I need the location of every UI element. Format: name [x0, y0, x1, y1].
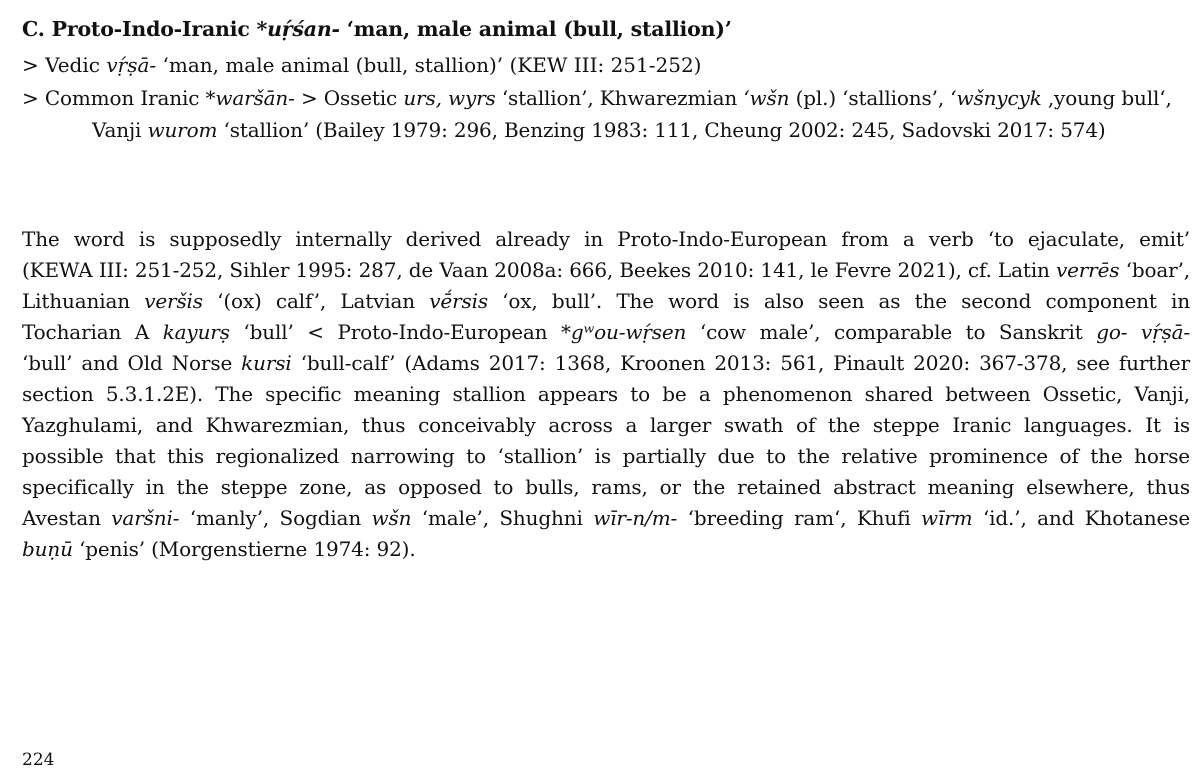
- sanskrit-form: go- vṛ́ṣā-: [1096, 320, 1190, 344]
- vedic-line: [22, 48, 1190, 82]
- discussion-paragraph: [22, 224, 1190, 565]
- paragraph-line: [22, 472, 1190, 503]
- vedic-word: vṛ́ṣā-: [106, 53, 157, 77]
- paragraph-text: The word is supposedly internally derived already in Proto-Indo-European from a verb ‘to ejaculate, emit’: [22, 227, 1190, 251]
- latin-form: verrēs: [1055, 258, 1120, 282]
- vedic-rest: ‘man, male animal (bull, stallion)’ (KEW III: 251-252): [156, 53, 702, 77]
- paragraph-text: specifically in the steppe zone, as opposed to bulls, rams, or the retained abstract meaning elsewhere, thus: [22, 475, 1190, 499]
- latvian-form: vḗrsis: [429, 289, 488, 313]
- pie-form: *gʷou-wṛ́sen: [561, 320, 687, 344]
- paragraph-line: [22, 379, 1190, 410]
- paragraph-text: ‘penis’ (Morgenstierne 1974: 92).: [72, 537, 416, 561]
- lithuanian-form: veršis: [144, 289, 203, 313]
- paragraph-text: ‘cow male’, comparable to Sanskrit: [686, 320, 1097, 344]
- heading-lemma: *uṛ́śan-: [256, 17, 340, 41]
- iranic-text: > Common Iranic: [22, 86, 206, 110]
- paragraph-line: [22, 348, 1190, 379]
- iranic-text: ,young bull‘, Vanji: [92, 86, 1172, 142]
- paragraph-text: ‘ox, bull’. The word is also seen as the second component in: [487, 289, 1190, 313]
- khwarezmian-form-2: ‘wšnycyk: [950, 86, 1042, 110]
- iranic-entry: [22, 82, 1190, 146]
- paragraph-text: (KEWA III: 251-252, Sihler 1995: 287, de Vaan 2008a: 666, Beekes 2010: 141, le Fevre 2021), cf. Latin: [22, 258, 1056, 282]
- paragraph-text: ‘bull’ and Old Norse: [22, 351, 242, 375]
- iranic-text: > Ossetic: [294, 86, 404, 110]
- khotanese-form: buṇū: [22, 537, 73, 561]
- paragraph-line: [22, 317, 1190, 348]
- paragraph-text: Lithuanian: [22, 289, 145, 313]
- paragraph-text: ‘boar’,: [1119, 258, 1190, 282]
- paragraph-line: [22, 534, 1190, 565]
- shughni-form: wīr-n/m-: [593, 506, 678, 530]
- khwarezmian-form: ‘wšn: [743, 86, 790, 110]
- paragraph-line: [22, 410, 1190, 441]
- paragraph-text: ‘manly’, Sogdian: [179, 506, 372, 530]
- old-norse-form: kursi: [241, 351, 292, 375]
- paragraph-line: [22, 255, 1190, 286]
- iranic-text: ‘stallion’, Khwarezmian: [495, 86, 744, 110]
- heading-gloss: ‘man, male animal (bull, stallion)’: [339, 17, 732, 41]
- paragraph-text: Yazghulami, and Khwarezmian, thus conceivably across a larger swath of the steppe Iranic languages. It is: [22, 413, 1190, 437]
- paragraph-text: Tocharian A: [22, 320, 163, 344]
- iranic-text: (pl.) ‘stallions’,: [789, 86, 951, 110]
- paragraph-line: [22, 224, 1190, 255]
- iranic-references: ‘stallion’ (Bailey 1979: 296, Benzing 1983: 111, Cheung 2002: 245, Sadovski 2017: 574): [217, 118, 1106, 142]
- paragraph-line: [22, 441, 1190, 472]
- paragraph-text: section 5.3.1.2E). The specific meaning stallion appears to be a phenomenon shared between Ossetic, Vanji,: [22, 382, 1190, 406]
- paragraph-text: ‘male’, Shughni: [411, 506, 594, 530]
- paragraph-line: [22, 503, 1190, 534]
- paragraph-text: ‘(ox) calf’, Latvian: [202, 289, 430, 313]
- paragraph-text: ‘breeding ram‘, Khufi: [677, 506, 922, 530]
- paragraph-text: ‘bull-calf’ (Adams 2017: 1368, Kroonen 2013: 561, Pinault 2020: 367-378, see further: [291, 351, 1190, 375]
- khufi-form: wīrm: [921, 506, 973, 530]
- vanji-form: wurom: [147, 118, 218, 142]
- avestan-form: varšni-: [111, 506, 180, 530]
- paragraph-text: ‘bull’ < Proto-Indo-European: [229, 320, 561, 344]
- paragraph-line: [22, 286, 1190, 317]
- ossetic-form: urs, wyrs: [403, 86, 496, 110]
- paragraph-text: ‘id.’, and Khotanese: [972, 506, 1191, 530]
- vedic-prefix: > Vedic: [22, 53, 107, 77]
- iranic-form: *waršān-: [205, 86, 295, 110]
- page-number: 224: [22, 750, 55, 770]
- paragraph-text: possible that this regionalized narrowing to ‘stallion’ is partially due to the relative prominence of the horse: [22, 444, 1190, 468]
- page-body: [22, 10, 1191, 561]
- sogdian-form: wšn: [371, 506, 412, 530]
- heading-prefix: C. Proto-Indo-Iranic: [22, 17, 257, 41]
- paragraph-text: Avestan: [22, 506, 112, 530]
- section-heading: [22, 10, 1190, 48]
- tocharian-form: kayurṣ: [162, 320, 230, 344]
